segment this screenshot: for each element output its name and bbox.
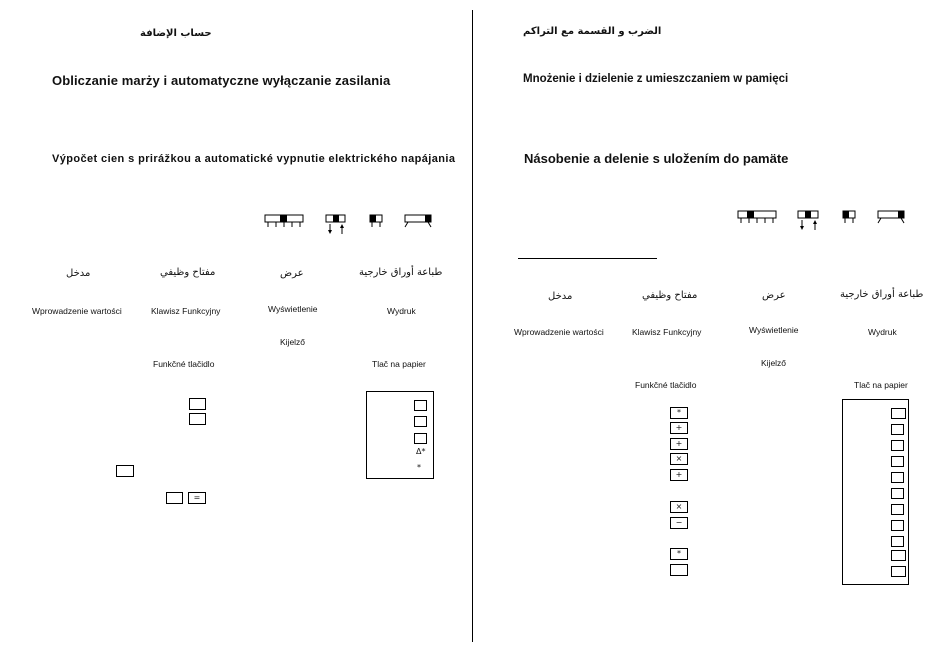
right-header-pl-display: Wyświetlenie — [749, 325, 799, 335]
left-input-key[interactable] — [116, 465, 134, 477]
decimal-switch-icon — [265, 215, 303, 227]
mode-switch-icon — [370, 215, 382, 227]
right-header-ar-display: عرض — [762, 290, 786, 301]
right-header-pl-print: Wydruk — [868, 327, 897, 337]
left-function-key-1[interactable] — [189, 398, 206, 410]
left-header-pl-input: Wprowadzenie wartości — [32, 306, 122, 316]
print-switch-icon — [878, 211, 904, 223]
right-plus-key-1[interactable]: + — [670, 422, 688, 434]
left-print-box-2 — [414, 416, 427, 427]
right-print-box — [891, 440, 904, 451]
right-plus-key-3[interactable]: + — [670, 469, 688, 481]
right-header-ar-print: طباعة أوراق خارجية — [840, 289, 924, 300]
left-print-box-1 — [414, 400, 427, 411]
right-times-key-2[interactable]: × — [670, 501, 688, 513]
right-multiply-star-key[interactable]: * — [670, 407, 688, 419]
left-header-ar-display: عرض — [280, 268, 304, 279]
left-function-key-3[interactable] — [166, 492, 183, 504]
right-print-box — [891, 550, 906, 561]
left-print-star-mark: * — [417, 463, 421, 472]
right-header-sk-key: Funkčné tlačidlo — [635, 380, 697, 390]
right-header-pl-input: Wprowadzenie wartości — [514, 327, 604, 337]
right-print-box — [891, 520, 904, 531]
right-print-box — [891, 504, 904, 515]
rounding-switch-icon — [326, 215, 345, 234]
left-function-key-2[interactable] — [189, 413, 206, 425]
right-print-box — [891, 408, 906, 419]
right-arabic-title: الضرب و القسمة مع التراكم — [523, 26, 662, 37]
left-header-sk-print: Tlač na papier — [372, 359, 426, 369]
right-times-key-1[interactable]: × — [670, 453, 688, 465]
left-title-sk: Výpočet cien s prirážkou a automatické vypnutie elektrického napájania — [52, 153, 456, 165]
left-switch-icons — [264, 214, 442, 240]
left-print-box-3 — [414, 433, 427, 444]
left-equals-key[interactable]: = — [188, 492, 206, 504]
right-header-pl-key: Klawisz Funkcyjny — [632, 327, 702, 337]
left-header-ar-input: مدخل — [66, 268, 91, 279]
right-star-key[interactable]: * — [670, 548, 688, 560]
left-header-pl-display: Wyświetlenie — [268, 304, 318, 314]
left-header-pl-key: Klawisz Funkcyjny — [151, 306, 221, 316]
print-switch-icon — [405, 215, 431, 227]
right-switch-icons — [737, 210, 915, 236]
right-print-box — [891, 456, 904, 467]
left-header-sk-key: Funkčné tlačidlo — [153, 359, 215, 369]
left-printout-paper — [366, 391, 434, 479]
right-print-box — [891, 472, 904, 483]
right-blank-key[interactable] — [670, 564, 688, 576]
left-print-delta-mark: Δ* — [416, 447, 426, 456]
right-plus-key-2[interactable]: + — [670, 438, 688, 450]
right-header-sk-display: Kijelző — [761, 358, 787, 368]
rounding-switch-icon — [798, 211, 818, 230]
right-header-ar-input: مدخل — [548, 291, 573, 302]
left-header-ar-key: مفتاح وظيفي — [160, 267, 216, 278]
right-print-box — [891, 536, 904, 547]
left-arabic-title: حساب الإضافة — [140, 28, 212, 39]
right-printout-paper — [842, 399, 909, 585]
mode-switch-icon — [843, 211, 855, 223]
right-title-pl: Mnożenie i dzielenie z umieszczaniem w pamięci — [523, 73, 789, 85]
right-separator-line — [518, 258, 657, 259]
decimal-switch-icon — [738, 211, 776, 223]
right-print-box — [891, 488, 904, 499]
right-minus-key[interactable]: − — [670, 517, 688, 529]
right-title-sk: Násobenie a delenie s uložením do pamäte — [524, 151, 789, 166]
page-divider — [472, 10, 473, 642]
left-header-ar-print: طباعة أوراق خارجية — [359, 267, 443, 278]
right-print-box — [891, 424, 904, 435]
left-title-pl: Obliczanie marży i automatyczne wyłączanie zasilania — [52, 73, 391, 88]
left-header-pl-print: Wydruk — [387, 306, 416, 316]
right-header-ar-key: مفتاح وظيفي — [642, 290, 698, 301]
left-header-sk-display: Kijelző — [280, 337, 306, 347]
right-print-box — [891, 566, 906, 577]
right-header-sk-print: Tlač na papier — [854, 380, 908, 390]
